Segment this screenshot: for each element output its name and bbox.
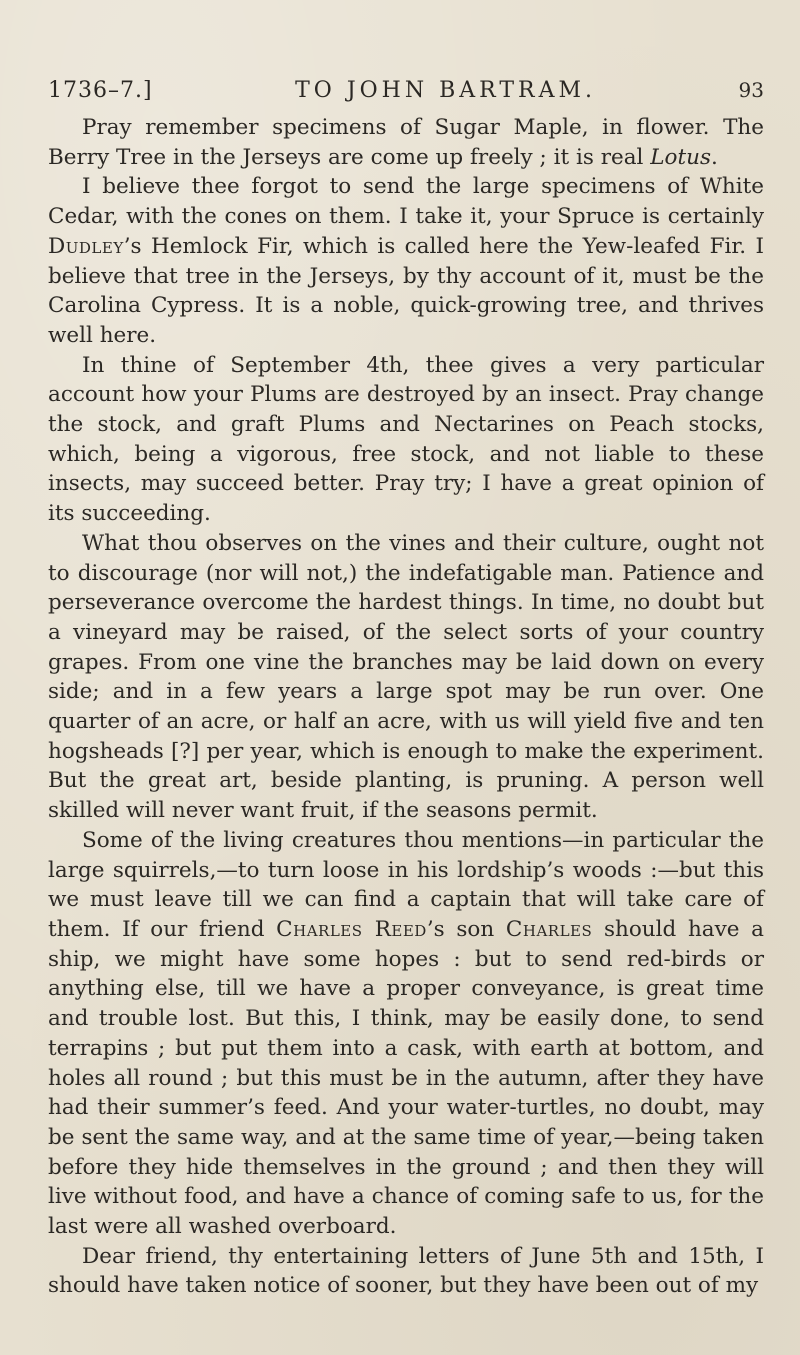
text-run: ’s Hemlock Fir, which is called here the Yew-leafed Fir. I believe that tree in the Jerseys, by thy account of it, must be the Carolina Cypress. It is a noble, quick-growing tree, and thrives well here. [48, 233, 764, 348]
paragraph [48, 1242, 764, 1301]
paragraph [48, 351, 764, 529]
paragraph [48, 529, 764, 826]
text-run: I believe thee forgot to send the large specimens of White Cedar, with the cones on them. I take it, your Spruce is certainly [48, 174, 764, 230]
text-run: What thou observes on the vines and their culture, ought not to discourage (nor will not,) the indefatigable man. Patience and perseverance overcome the hardest things. In time, no doubt but a vineyard may be raised, of the select sorts of your country grapes. From one vine the branches may be laid down on every side; and in a few years a large spot may be run over. One quarter of an acre, or half an acre, with us will yield five and ten hogsheads [?] per year, which is enough to make the experiment. But the great art, beside planting, is pruning. A person well skilled will never want fruit, if the seasons permit. [48, 530, 764, 824]
paragraph [48, 172, 764, 350]
text-run-italic: Lotus [650, 144, 711, 170]
text-run: . [710, 144, 718, 170]
text-run: should have a ship, we might have some hopes : but to send red-birds or anything else, till we have a proper conveyance, is great time and trouble lost. But this, I think, may be easily done, to send terrapins ; but put them into a cask, with earth at bottom, and holes all round ; but this must be in the autumn, after they have had their summer’s feed. And your water-turtles, no doubt, may be sent the same way, and at the same time of year,—being taken before they hide themselves in the ground ; and then they will live without food, and have a chance of coming safe to us, for the last were all washed overboard. [48, 916, 765, 1240]
letter-body [48, 113, 764, 1301]
paragraph [48, 113, 764, 172]
text-run: Dear friend, thy entertaining letters of June 5th and 15th, I should have taken notice of sooner, but they have been out of my [48, 1243, 764, 1299]
running-head [48, 78, 764, 103]
page-number: 93 [738, 78, 764, 102]
text-run: Some of the living creatures thou mentions—in particular the large squirrels,—to turn loose in his lordship’s woods :—but this we must leave till we can find a captain that will take care of them. If our friend [48, 827, 764, 942]
text-run-smallcaps: Charles Reed [276, 916, 427, 942]
text-run-smallcaps: Charles [505, 916, 593, 942]
text-run-smallcaps: Dudley [48, 233, 124, 259]
text-run: Pray remember specimens of Sugar Maple, in flower. The Berry Tree in the Jerseys are come up freely ; it is real [48, 115, 764, 170]
paragraph [48, 826, 764, 1242]
text-run: ’s son [426, 916, 506, 942]
text-run: In thine of September 4th, thee gives a very particular account how your Plums are destroyed by an insect. Pray change the stock, and graft Plums and Nectarines on Peach stocks, which, being a vigorous, free stock, and not liable to these insects, may succeed better. Pray try; I have a great opinion of its succeeding. [48, 352, 764, 527]
header-title: TO JOHN BARTRAM. [295, 78, 596, 103]
header-years: 1736–7.] [48, 78, 153, 103]
